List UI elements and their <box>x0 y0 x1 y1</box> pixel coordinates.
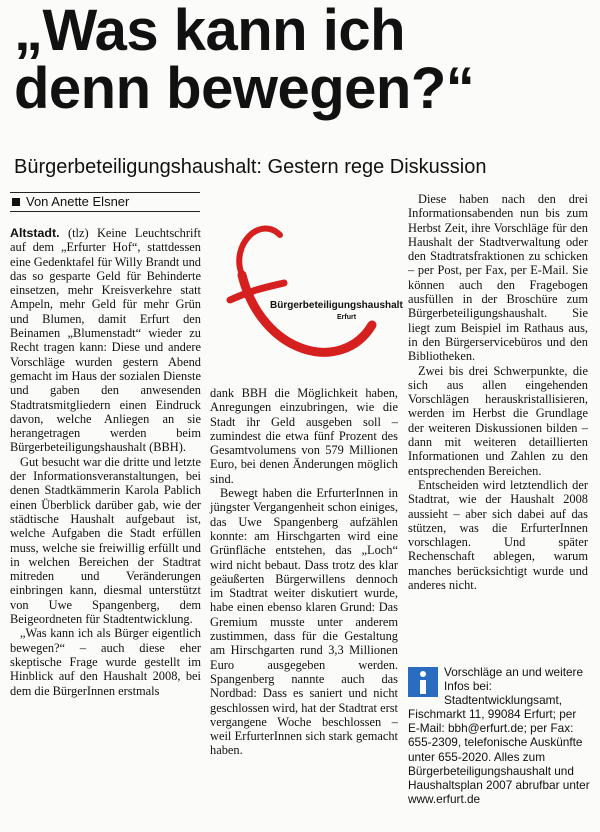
byline-author: Von Anette Elsner <box>26 194 130 209</box>
logo-name: Bürgerbeteiligungshaushalt <box>270 300 403 311</box>
headline <box>14 0 594 121</box>
paragraph: Bewegt haben die ErfurterInnen in jüngster Vergangenheit schon einiges, das Uwe Spangenberg aufzählen konnte: am Hirschgarten wird eine Grünfläche entstehen, das „Loch“ wird nicht bebaut. Dass trotz des klar geäußerten Bürgerwillens dennoch im Stadtrat weiter diskutiert wurde, habe einen ebenso klaren Grund: Das Gremium musste unter anderem zustimmen, dass für die Gestaltung am Hirschgarten rund 3,3 Millionen Euro ausgegeben werden. Spangenberg nannte auch das Nordbad: Dass es saniert und nicht geschlossen wird, hat der Stadtrat erst vergangene Woche beschlossen – weil ErfurterInnen sich stark gemacht haben. <box>210 486 398 758</box>
headline-line-1: „Was kann ich <box>14 0 406 63</box>
info-text: Vorschläge an und weitere Infos bei: Stadtentwicklungsamt, Fischmarkt 11, 99084 Erfurt; per E-Mail: bbh@erfurt.de; per Fax: 655-2309, telefonische Auskünfte unter 655-2020. Alles zum Bürgerbeteiligungshaushalt und Haushaltsplan 2007 abrufbar unter www.erfurt.de <box>408 665 590 806</box>
paragraph: Zwei bis drei Schwerpunkte, die sich aus allen eingehenden Vorschlägen herauskristallisieren, werden im Herbst die Grundlage der weiteren Diskussionen bilden – dann mit weiteren detaillierten Informationen und Zahlen zu den entsprechenden Bereichen. <box>408 363 588 478</box>
paragraph: Entscheiden wird letztendlich der Stadtrat, wie der Haushalt 2008 aussieht – aber sich dabei auf das stützen, was die ErfurterInnen vorschlagen. Und später Rechenschaft ablegen, warum manches berücksichtigt wurde und anderes nicht. <box>408 477 588 593</box>
byline-square-icon <box>12 198 20 206</box>
article-column-1 <box>10 226 201 698</box>
paragraph: Diese haben nach den drei Informationsabenden nun bis zum Herbst Zeit, ihre Vorschläge für den Haushalt der Stadtverwaltung oder den Stadtratsfraktionen zu schicken – per Post, per Fax, per E-Mail. Sie können auch den Fragebogen ausfüllen in der Broschüre zum Bürgerbeteiligungshaushalt. Sie liegt zum Beispiel im Rathaus aus, in den Bürgerservicebüros und den Bibliotheken. <box>408 192 588 364</box>
info-box <box>408 665 590 806</box>
paragraph: dank BBH die Möglichkeit haben, Anregungen einzubringen, wie die Stadt ihr Geld ausgeben soll – zumindest die etwa fünf Prozent des Gesamtvolumens von 579 Millionen Euro, bei denen Änderungen möglich sind. <box>210 386 398 486</box>
paragraph <box>10 226 201 455</box>
info-icon <box>408 667 438 697</box>
subtitle: Bürgerbeteiligungshaushalt: Gestern rege Diskussion <box>14 156 487 178</box>
bbh-logo-graphic <box>222 205 403 375</box>
logo-city: Erfurt <box>337 314 357 321</box>
paragraph: Gut besucht war die dritte und letzte der Informationsveranstaltungen, bei denen Stadtkämmerin Karola Pablich einen Überblick darüber gab, wie der städtische Haushalt aufgebaut ist, welche Aufgaben die Stadt erfüllen muss, welche sie freiwillig erfüllt und in welchen Bereichen der Stadtrat mitreden und Veränderungen einbringen kann, diesmal unterstützt von Uwe Spangenberg, dem Beigeordneten für Stadtentwicklung. <box>10 454 201 627</box>
article-column-2 <box>210 386 398 758</box>
logo-swoosh <box>239 229 280 275</box>
byline <box>10 192 200 212</box>
bbh-logo <box>222 205 403 375</box>
logo-bar <box>230 283 284 300</box>
dateline: Altstadt. <box>10 226 60 240</box>
article-column-3 <box>408 192 588 592</box>
headline-line-2: denn bewegen?“ <box>14 56 475 121</box>
paragraph: „Was kann ich als Bürger eigentlich bewegen?“ – auch diese eher skeptische Frage wurde gestellt im Hinblick auf den Haushalt 2008, bei dem die BürgerInnen erstmals <box>10 626 201 698</box>
paragraph-text: (tlz) Keine Leuchtschrift auf dem „Erfurter Hof“, stattdessen eine Gedenktafel für Willy Brandt und das so gesparte Geld für Behinderte einsetzen, mehr Kreisverkehre statt Ampeln, mehr Geld für mehr Grün und Blumen, damit Erfurt den Beinamen „Blumenstadt“ wieder zu Recht tragen kann: Diese und andere Vorschläge wurden gestern Abend gemacht im Haus der sozialen Dienste und gaben den anwesenden Stadtratsmitgliedern einen Eindruck davon, welche Anliegen an sie herangetragen werden beim Bürgerbeteiligungshaushalt (BBH). <box>10 226 201 455</box>
